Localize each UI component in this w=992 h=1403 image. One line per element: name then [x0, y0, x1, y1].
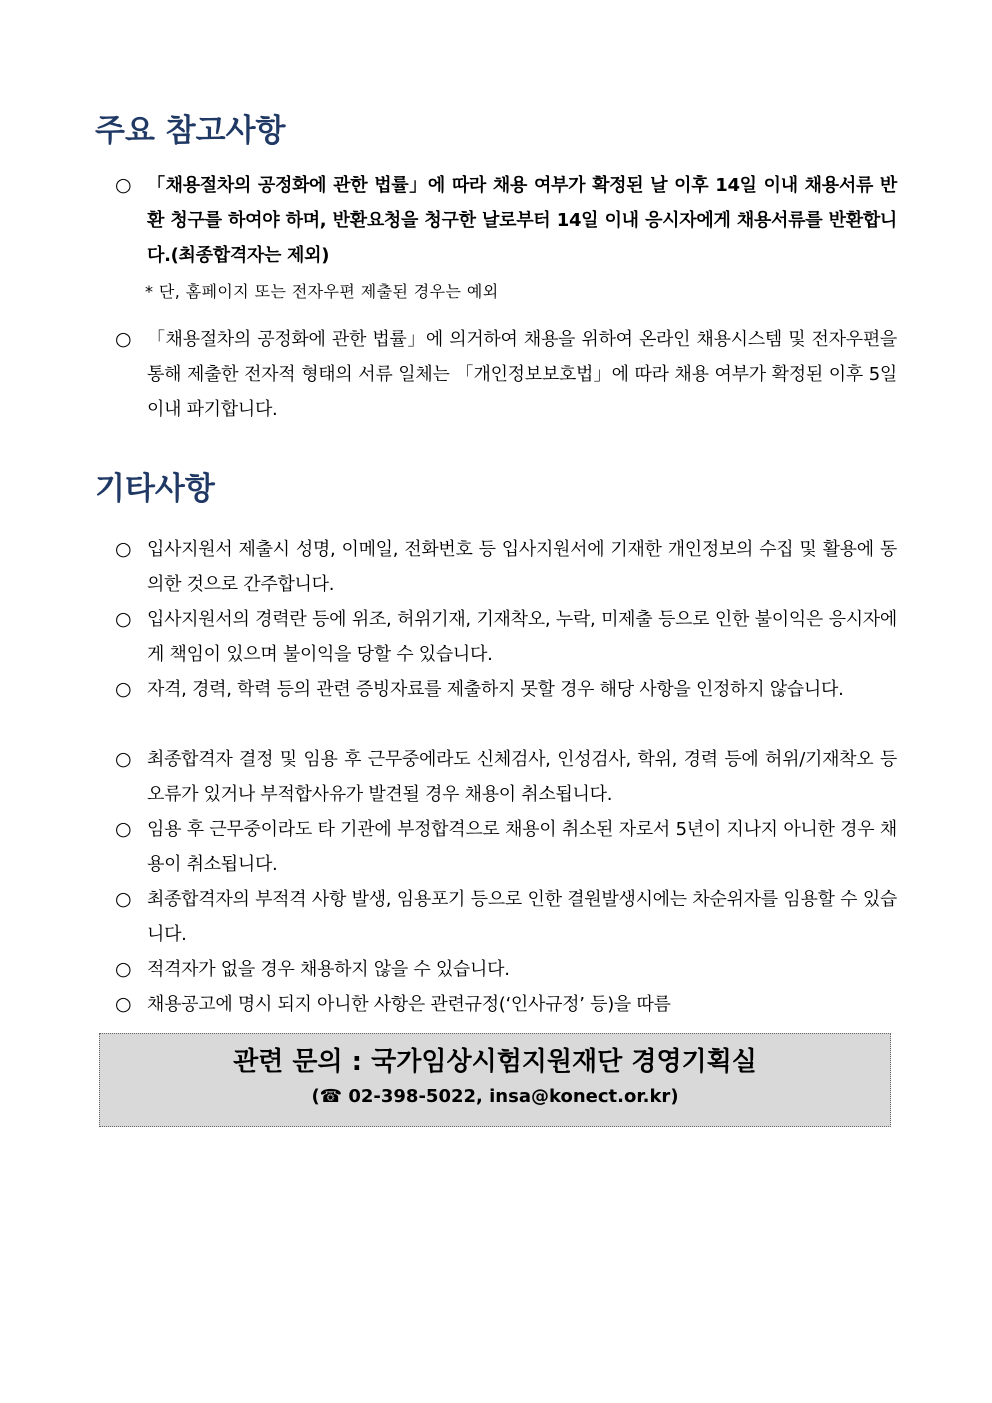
- list-item: [115, 882, 897, 952]
- bullet-circle-icon: ○: [115, 818, 132, 840]
- list-item-text: 「채용절차의 공정화에 관한 법률」에 의거하여 채용을 위하여 온라인 채용시스템 및 전자우편을 통해 제출한 전자적 형태의 서류 일체는 「개인정보보호법」에 따라 채용 여부가 확정된 이후 5일 이내 파기합니다.: [147, 329, 897, 420]
- list-item: [115, 672, 897, 707]
- list-item-text: 자격, 경력, 학력 등의 관련 증빙자료를 제출하지 못할 경우 해당 사항을 인정하지 않습니다.: [147, 679, 844, 700]
- bullet-circle-icon: ○: [115, 888, 132, 910]
- bullet-circle-icon: ○: [115, 328, 132, 350]
- list-item-text: 최종합격자 결정 및 임용 후 근무중에라도 신체검사, 인성검사, 학위, 경력 등에 허위/기재착오 등 오류가 있거나 부적합사유가 발견될 경우 채용이 취소됩니다.: [147, 749, 897, 805]
- list-item-text: 입사지원서의 경력란 등에 위조, 허위기재, 기재착오, 누락, 미제출 등으로 인한 불이익은 응시자에게 책임이 있으며 불이익을 당할 수 있습니다.: [147, 609, 897, 665]
- list-item-text: 적격자가 없을 경우 채용하지 않을 수 있습니다.: [147, 959, 510, 980]
- list-item-text: 최종합격자의 부적격 사항 발생, 임용포기 등으로 인한 결원발생시에는 차순위자를 임용할 수 있습니다.: [147, 889, 897, 945]
- list-item: [115, 602, 897, 672]
- section-title-main-notes: 주요 참고사항: [95, 113, 286, 149]
- contact-title: 관련 문의 : 국가임상시험지원재단 경영기획실: [233, 1047, 757, 1077]
- bullet-circle-icon: ○: [115, 958, 132, 980]
- list-item-text: 채용공고에 명시 되지 아니한 사항은 관련규정(‘인사규정’ 등)을 따름: [147, 994, 671, 1015]
- footnote: * 단, 홈페이지 또는 전자우편 제출된 경우는 예외: [145, 282, 499, 301]
- bullet-circle-icon: ○: [115, 538, 132, 560]
- bullet-circle-icon: ○: [115, 678, 132, 700]
- list-item: [115, 812, 897, 882]
- section-title-other: 기타사항: [95, 471, 215, 507]
- list-item: [115, 742, 897, 812]
- list-item: [115, 322, 897, 427]
- contact-box: [99, 1033, 891, 1127]
- bullet-circle-icon: ○: [115, 748, 132, 770]
- bullet-circle-icon: ○: [115, 174, 132, 196]
- list-item: [115, 168, 897, 273]
- list-item-text: 입사지원서 제출시 성명, 이메일, 전화번호 등 입사지원서에 기재한 개인정보의 수집 및 활용에 동의한 것으로 간주합니다.: [147, 539, 897, 595]
- list-item-text: 「채용절차의 공정화에 관한 법률」에 따라 채용 여부가 확정된 날 이후 14일 이내 채용서류 반환 청구를 하여야 하며, 반환요청을 청구한 날로부터 14일 이내 응시자에게 채용서류를 반환합니다.(최종합격자는 제외): [147, 175, 897, 266]
- bullet-circle-icon: ○: [115, 993, 132, 1015]
- bullet-circle-icon: ○: [115, 608, 132, 630]
- list-item: [115, 952, 897, 987]
- list-item: [115, 532, 897, 602]
- list-item-text: 임용 후 근무중이라도 타 기관에 부정합격으로 채용이 취소된 자로서 5년이 지나지 아니한 경우 채용이 취소됩니다.: [147, 819, 897, 875]
- list-item: [115, 987, 897, 1022]
- contact-details: (☎ 02-398-5022, insa@konect.or.kr): [311, 1086, 679, 1107]
